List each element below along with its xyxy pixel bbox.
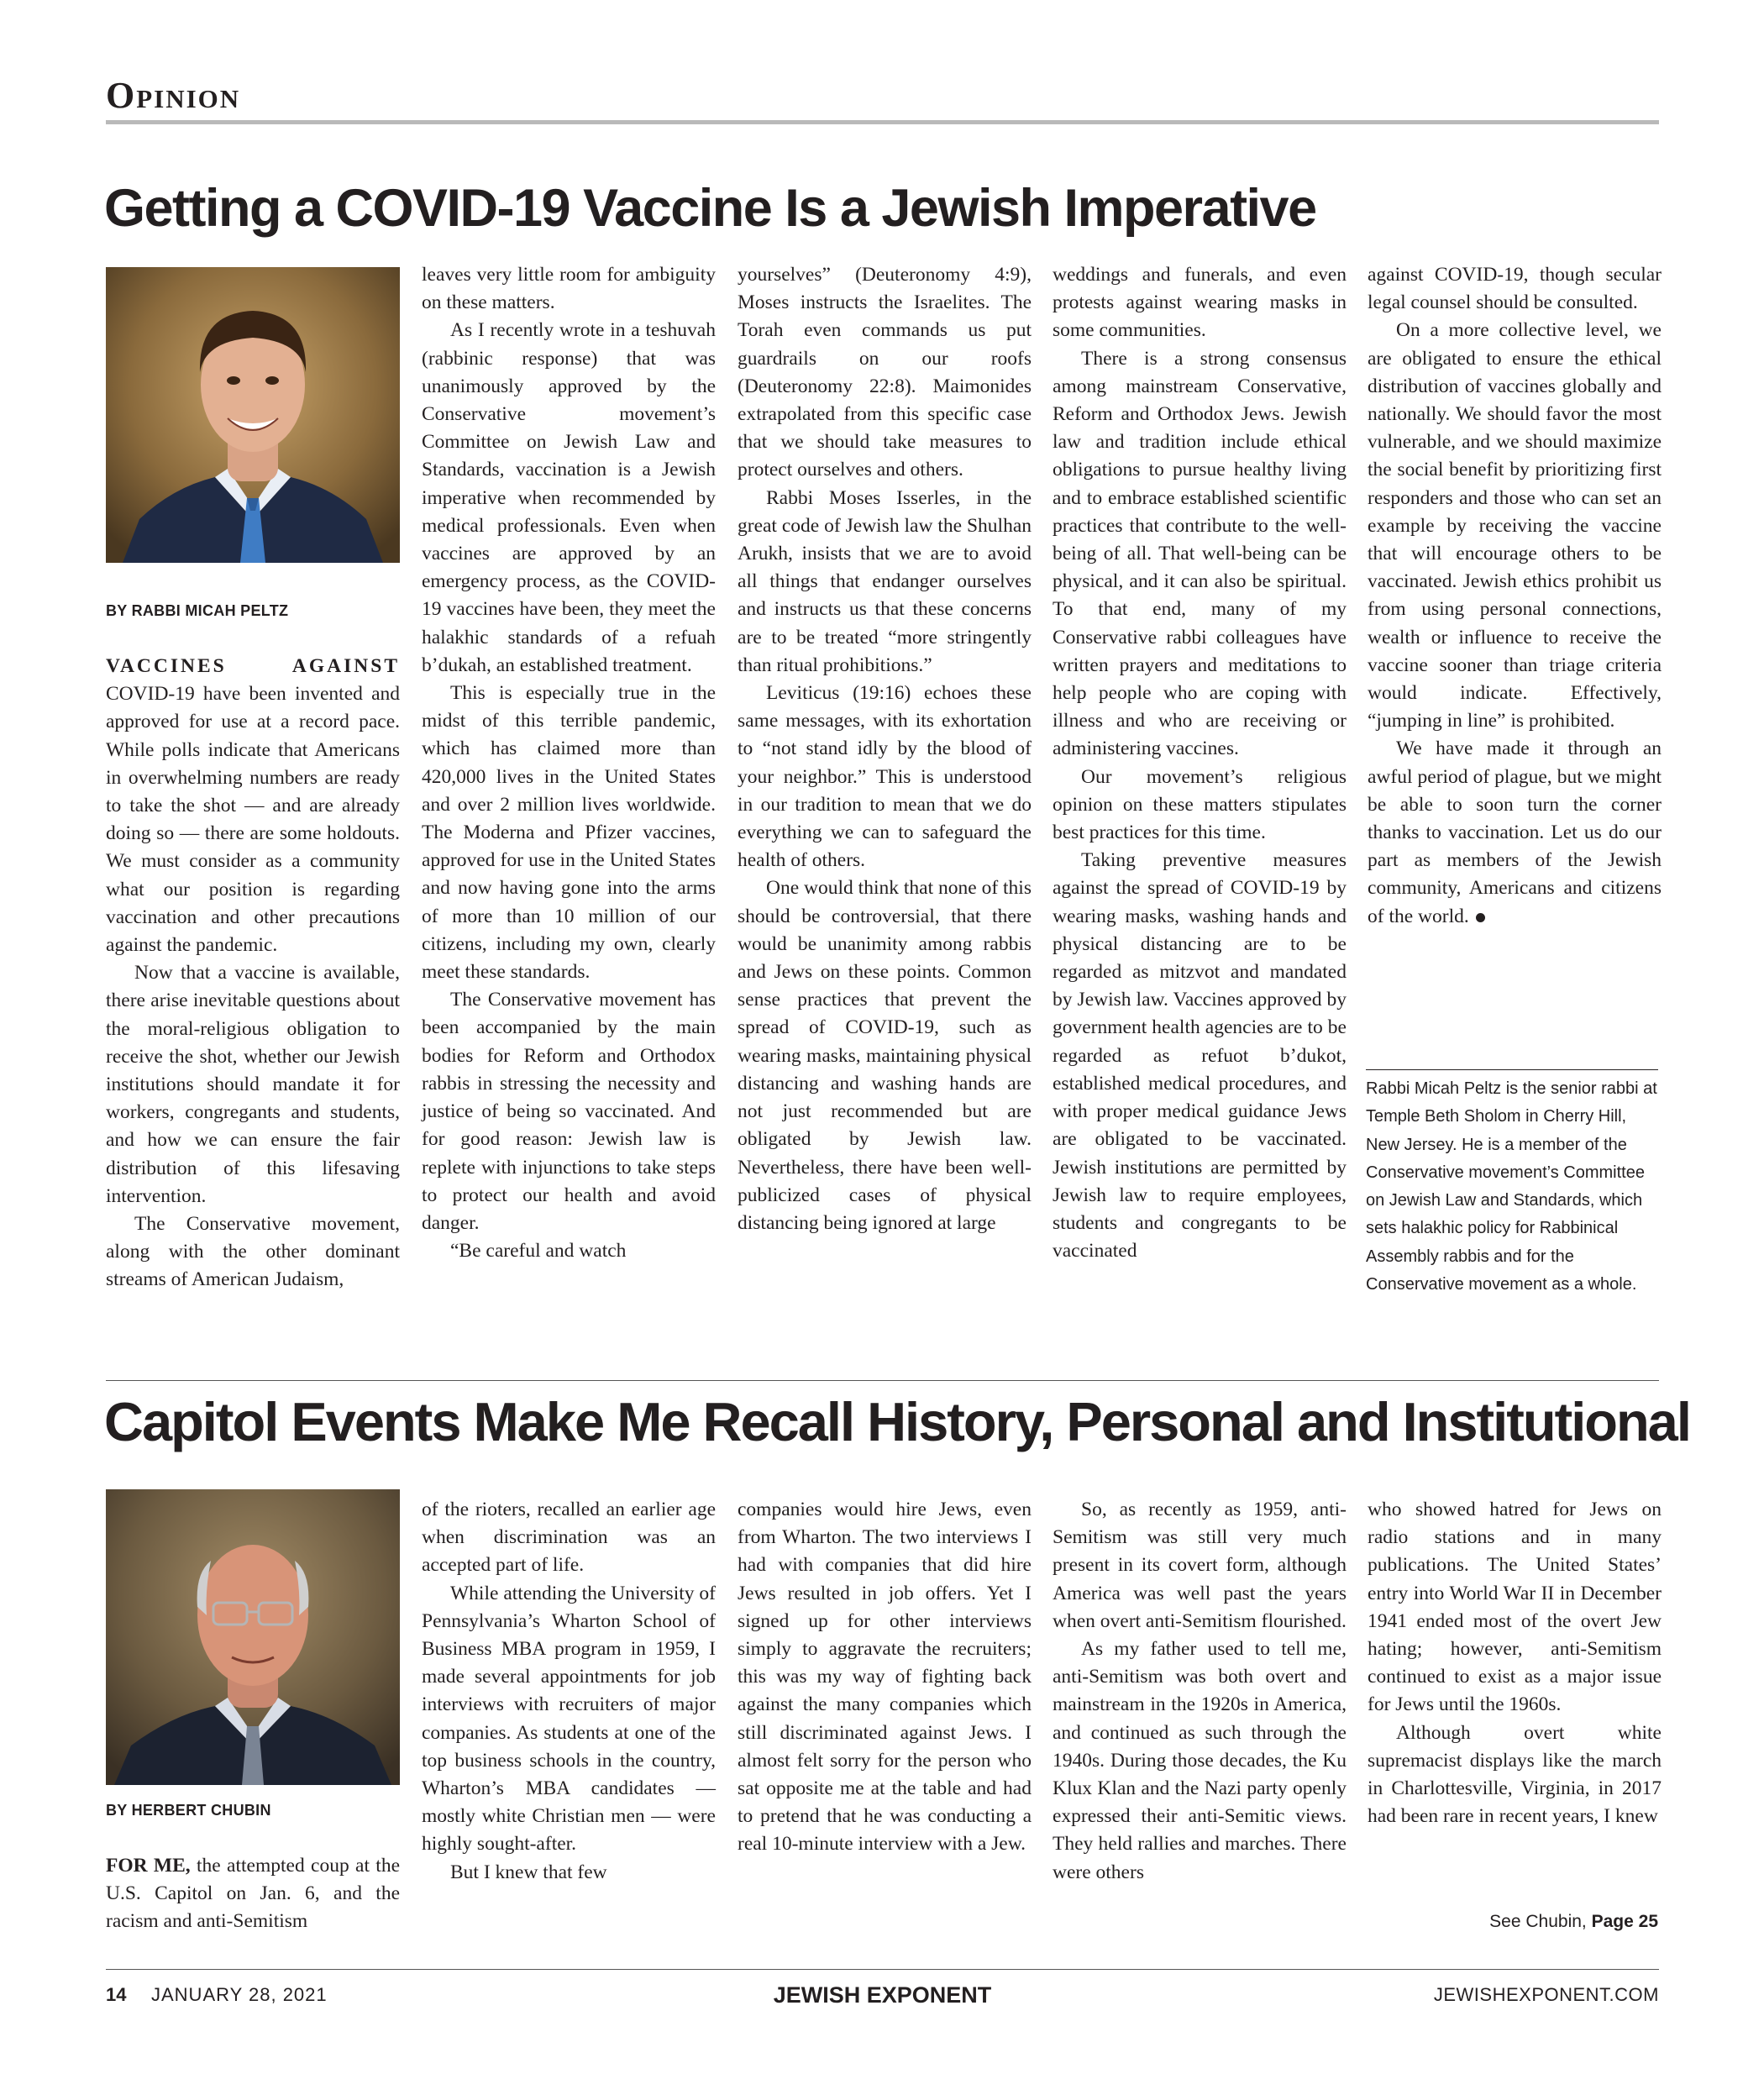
- author-bio: Rabbi Micah Peltz is the senior rabbi at Temple Beth Sholom in Cherry Hill, New Jersey. He is a member of the Conservative movement’s Committee on Jewish Law and Standards, which sets halakhic policy for Rabbinical Assembly rabbis and for the Conservative movement as a whole.: [1366, 1079, 1657, 1294]
- article1-paragraph: Rabbi Moses Isserles, in the great code of Jewish law the Shulhan Arukh, insists that we are to avoid all things that endanger ourselves and instructs us that these concerns are to be treated “more stringently than ritual prohibitions.”: [738, 486, 1032, 676]
- article1-column-5: [1368, 261, 1662, 931]
- author-photo-chubin: [106, 1489, 400, 1785]
- continued-jump-line[interactable]: [1489, 1912, 1658, 1932]
- issue-date: JANUARY 28, 2021: [151, 1984, 328, 2005]
- article2-column-2: [422, 1496, 716, 1887]
- jump-line-prefix: See Chubin,: [1489, 1912, 1587, 1931]
- article1-paragraph: The Conservative movement has been accompanied by the main bodies for Reform and Orthodox rabbis in stressing the necessity and justice of being so vaccinated. And for good reason: Jewish law is replete with injunctions to take steps to protect our health and avoid danger.: [422, 989, 716, 1234]
- author-photo-peltz: [106, 267, 400, 563]
- publication-name: JEWISH EXPONENT: [773, 1982, 992, 2008]
- article1-lead-in: VACCINES AGAINST: [106, 655, 400, 677]
- article2-paragraph: the attempted coup at the U.S. Capitol on Jan. 6, and the racism and anti-Semitism: [106, 1855, 401, 1933]
- article2-headline: Capitol Events Make Me Recall History, Personal and Institutional: [104, 1391, 1690, 1452]
- article2-lead-paragraph: [106, 1852, 400, 1936]
- article1-paragraph: One would think that none of this should be controversial, that there would be unanimity among rabbis and Jews on these points. Common sense practices that prevent the spread of COVID-19, such as wearing masks, maintaining physical distancing and washing hands are not just recommended but are obligated by Jewish law. Nevertheless, there have been well-publicized cases of physical distancing being ignored at large: [738, 877, 1032, 1234]
- article1-paragraph: On a more collective level, we are obligated to ensure the ethical distribution of vaccines globally and nationally. We should favor the most vulnerable, and we should maximize the social benefit by prioritizing first responders and those who can set an example by receiving the vaccine that will encourage others to be vaccinated. Jewish ethics prohibit us from using personal connections, wealth or influence to receive the vaccine sooner than triage criteria would indicate. Effectively, “jumping in line” is prohibited.: [1368, 319, 1662, 732]
- article2-column-1: [106, 1852, 400, 1936]
- article-divider: [106, 1380, 1659, 1381]
- article1-last-paragraph: [1368, 735, 1662, 930]
- article1-column-1: [106, 653, 400, 1294]
- footer-rule: [106, 1969, 1659, 1970]
- article1-lead-paragraph: [106, 653, 400, 959]
- section-label: Opinion: [106, 75, 241, 116]
- section-rule: [106, 120, 1659, 124]
- article2-column-4: [1053, 1496, 1347, 1887]
- article1-paragraph: The Conservative movement, along with the other dominant streams of American Judaism,: [106, 1213, 400, 1291]
- article1-paragraph: There is a strong consensus among mainstream Conservative, Reform and Orthodox Jews. Jewish law and tradition include ethical obligations to pursue healthy living and to embrace established scientific practices that contribute to the well-being of all. That well-being can be physical, and it can also be spiritual. To that end, many of my Conservative rabbi colleagues have written prayers and meditations to help people who are coping with illness and who are receiving or administering vaccines.: [1053, 347, 1347, 760]
- website-link[interactable]: JEWISHEXPONENT.COM: [1433, 1984, 1659, 2005]
- article1-paragraph: leaves very little room for ambiguity on these matters.: [422, 264, 716, 314]
- article2-paragraph: who showed hatred for Jews on radio stations and in many publications. The United States’ entry into World War II in December 1941 ended most of the overt Jew hating; however, anti-Semitism continued to exist as a major issue for Jews until the 1960s.: [1368, 1499, 1662, 1716]
- article1-paragraph: against COVID-19, though secular legal counsel should be consulted.: [1368, 264, 1662, 314]
- page-number: 14: [106, 1984, 127, 2005]
- article1-paragraph: Our movement’s religious opinion on these matters stipulates best practices for this time.: [1053, 765, 1347, 844]
- article2-paragraph: So, as recently as 1959, anti-Semitism was still very much present in its covert form, although America was well past the years when overt anti-Semitism flourished.: [1053, 1499, 1347, 1632]
- article1-paragraph: COVID-19 have been invented and approved for use at a record pace. While polls indicate that Americans in overwhelming numbers are ready to take the shot — and are already doing so — there are some holdouts. We must consider as a community what our position is regarding vaccination and other precautions against the pandemic.: [106, 683, 400, 957]
- article1-column-3: [738, 261, 1032, 1237]
- article1-paragraph: Now that a vaccine is available, there arise inevitable questions about the moral-religious obligation to receive the shot, whether our Jewish institutions should mandate it for workers, congregants and students, and how we can ensure the fair distribution of this lifesaving intervention.: [106, 962, 400, 1207]
- article2-column-3: [738, 1496, 1032, 1859]
- article2-column-5: [1368, 1496, 1662, 1830]
- article2-paragraph: While attending the University of Pennsylvania’s Wharton School of Business MBA program in 1959, I made several appointments for job interviews with recruiters of major companies. As students at one of the top business schools in the country, Wharton’s MBA candidates — mostly white Christian men — were highly sought-after.: [422, 1582, 716, 1856]
- article1-headline: Getting a COVID-19 Vaccine Is a Jewish Imperative: [104, 179, 1316, 238]
- article2-paragraph: of the rioters, recalled an earlier age when discrimination was an accepted part of life.: [422, 1499, 716, 1577]
- article2-paragraph: But I knew that few: [450, 1861, 607, 1883]
- article2-paragraph: Although overt white supremacist displays like the march in Charlottesville, Virginia, in 2017 had been rare in recent years, I knew: [1368, 1721, 1662, 1828]
- article1-paragraph: As I recently wrote in a teshuvah (rabbinic response) that was unanimously approved by the Conservative movement’s Committee on Jewish Law and Standards, vaccination is a Jewish imperative when recommended by medical professionals. Even when vaccines are approved by an emergency process, as the COVID-19 vaccines have been, they meet the halakhic standards of a refuah b’dukah, an established treatment.: [422, 319, 716, 676]
- jump-line-page: Page 25: [1591, 1912, 1658, 1931]
- page-footer: [106, 1982, 1659, 2011]
- article2-byline: BY HERBERT CHUBIN: [106, 1802, 271, 1819]
- article1-paragraph: We have made it through an awful period of plague, but we might be able to soon turn the corner thanks to vaccination. Let us do our part as members of the Jewish community, Americans and citizens of the world.: [1368, 738, 1662, 927]
- article1-paragraph: Taking preventive measures against the spread of COVID-19 by wearing masks, washing hands and physical distancing are to be regarded as mitzvot and mandated by Jewish law. Vaccines approved by government health agencies are to be regarded as refuot b’dukot, established medical procedures, and with proper medical guidance Jews are obligated to be vaccinated. Jewish institutions are permitted by Jewish law to require employees, students and congregants to be vaccinated: [1053, 849, 1347, 1263]
- article2-paragraph: As my father used to tell me, anti-Semitism was both overt and mainstream in the 1920s in America, and continued as such through the 1940s. During those decades, the Ku Klux Klan and the Nazi party openly expressed their anti-Semitic views. They held rallies and marches. There were others: [1053, 1638, 1347, 1883]
- article1-paragraph: This is especially true in the midst of this terrible pandemic, which has claimed more than 420,000 lives in the United States and over 2 million lives worldwide. The Moderna and Pfizer vaccines, approved for use in the United States and now having gone into the arms of more than 10 million of our citizens, including my own, clearly meet these standards.: [422, 682, 716, 984]
- end-mark-icon: [1476, 913, 1485, 922]
- article1-paragraph: weddings and funerals, and even protests against wearing masks in some communities.: [1053, 264, 1347, 342]
- article1-column-2: [422, 261, 716, 1265]
- article1-paragraph: “Be careful and watch: [450, 1240, 627, 1263]
- article1-column-4: [1053, 261, 1347, 1265]
- article1-paragraph: Leviticus (19:16) echoes these same messages, with its exhortation to “not stand idly by the blood of your neighbor.” This is understood in our tradition to mean that we do everything we can to safeguard the health of others.: [738, 682, 1032, 872]
- bio-rule: [1366, 1069, 1658, 1070]
- article1-paragraph: yourselves” (Deuteronomy 4:9), Moses instructs the Israelites. The Torah even commands us put guardrails on our roofs (Deuteronomy 22:8). Maimonides extrapolated from this specific case that we should take measures to protect ourselves and others.: [738, 264, 1032, 481]
- article2-lead-in: FOR ME,: [106, 1855, 191, 1877]
- article1-byline: BY RABBI MICAH PELTZ: [106, 602, 289, 619]
- article2-paragraph: companies would hire Jews, even from Wharton. The two interviews I had with companies that did hire Jews resulted in job offers. Yet I signed up for other interviews simply to aggravate the recruiters; this was my way of fighting back against the many companies which still discriminated against Jews. I almost felt sorry for the person who sat opposite me at the table and had to pretend that he was conducting a real 10-minute interview with a Jew.: [738, 1499, 1032, 1856]
